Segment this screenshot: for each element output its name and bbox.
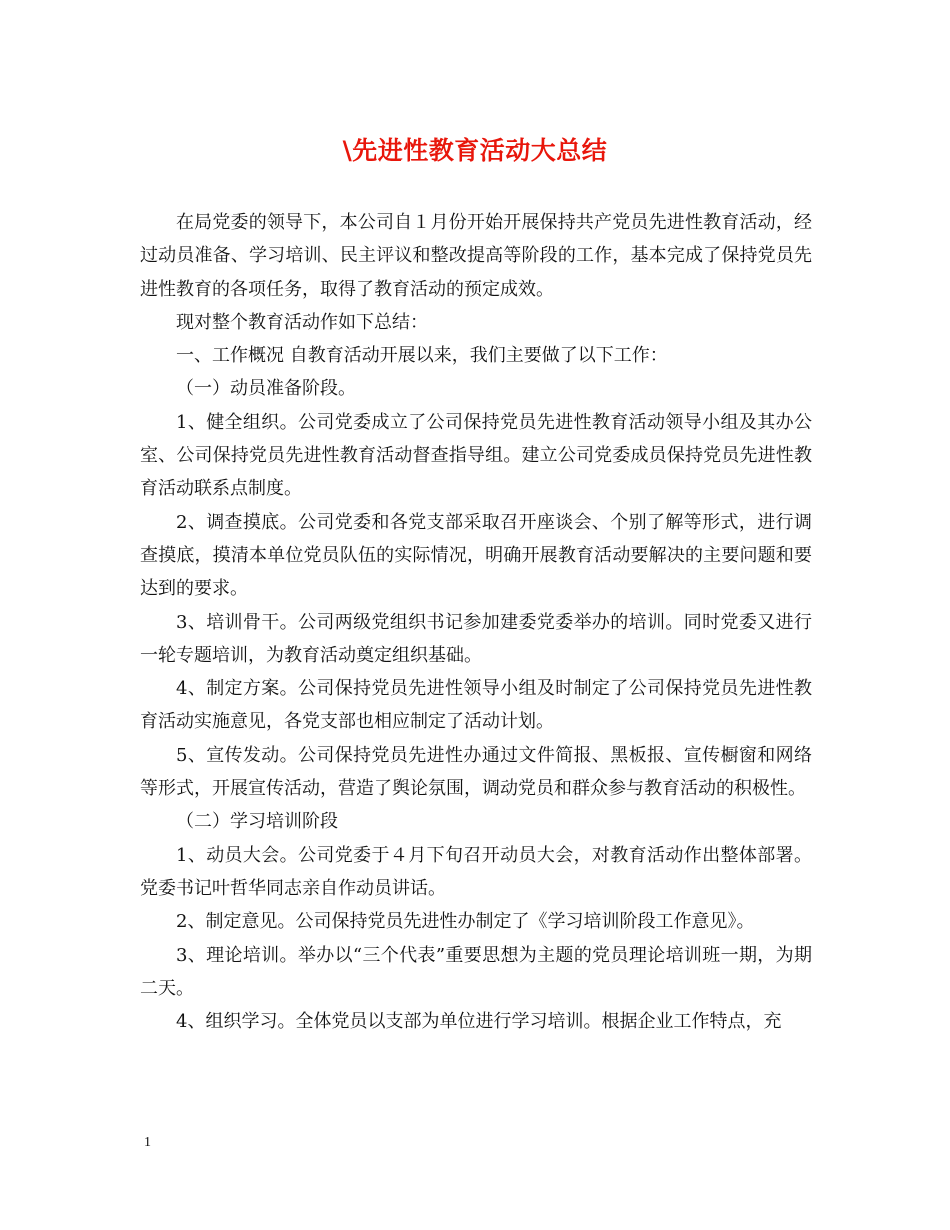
page-number: 1 (144, 1135, 151, 1150)
paragraph-intro: 在局党委的领导下，本公司自１月份开始开展保持共产党员先进性教育活动，经过动员准备、学习培训、民主评议和整改提高等阶段的工作，基本完成了保持党员先进性教育的各项任务，取得了教育活动的预定成效。 (140, 212, 812, 300)
list-item: 5、宣传发动。公司保持党员先进性办通过文件简报、黑板报、宣传橱窗和网络等形式，开展宣传活动，营造了舆论氛围，调动党员和群众参与教育活动的积极性。 (140, 744, 812, 800)
section-heading-overview: 一、工作概况 自教育活动开展以来，我们主要做了以下工作： (176, 345, 668, 367)
list-item: 1、动员大会。公司党委于４月下旬召开动员大会，对教育活动作出整体部署。党委书记叶哲华同志亲自作动员讲话。 (140, 844, 812, 899)
paragraph-summary-lead: 现对整个教育活动作如下总结： (176, 311, 428, 333)
list-item: 3、理论培训。举办以“三个代表”重要思想为主题的党员理论培训班一期，为期二天。 (140, 944, 812, 999)
list-item: 4、组织学习。全体党员以支部为单位进行学习培训。根据企业工作特点，充 (176, 1011, 782, 1033)
body-text (140, 206, 812, 1038)
subsection-heading-training: （二）学习培训阶段 (176, 811, 338, 833)
list-item: 3、培训骨干。公司两级党组织书记参加建委党委举办的培训。同时党委又进行一轮专题培训，为教育活动奠定组织基础。 (140, 611, 812, 666)
list-item: 1、健全组织。公司党委成立了公司保持党员先进性教育活动领导小组及其办公室、公司保持党员先进性教育活动督查指导组。建立公司党委成员保持党员先进性教育活动联系点制度。 (140, 411, 812, 500)
list-item: 4、制定方案。公司保持党员先进性领导小组及时制定了公司保持党员先进性教育活动实施意见，各党支部也相应制定了活动计划。 (140, 678, 812, 733)
page-title: \先进性教育活动大总结 (342, 136, 608, 165)
list-item: 2、制定意见。公司保持党员先进性办制定了《学习培训阶段工作意见》。 (176, 911, 755, 933)
subsection-heading-preparation: （一）动员准备阶段。 (176, 378, 356, 400)
list-item: 2、调查摸底。公司党委和各党支部采取召开座谈会、个别了解等形式，进行调查摸底，摸清本单位党员队伍的实际情况，明确开展教育活动要解决的主要问题和要达到的要求。 (140, 511, 812, 600)
